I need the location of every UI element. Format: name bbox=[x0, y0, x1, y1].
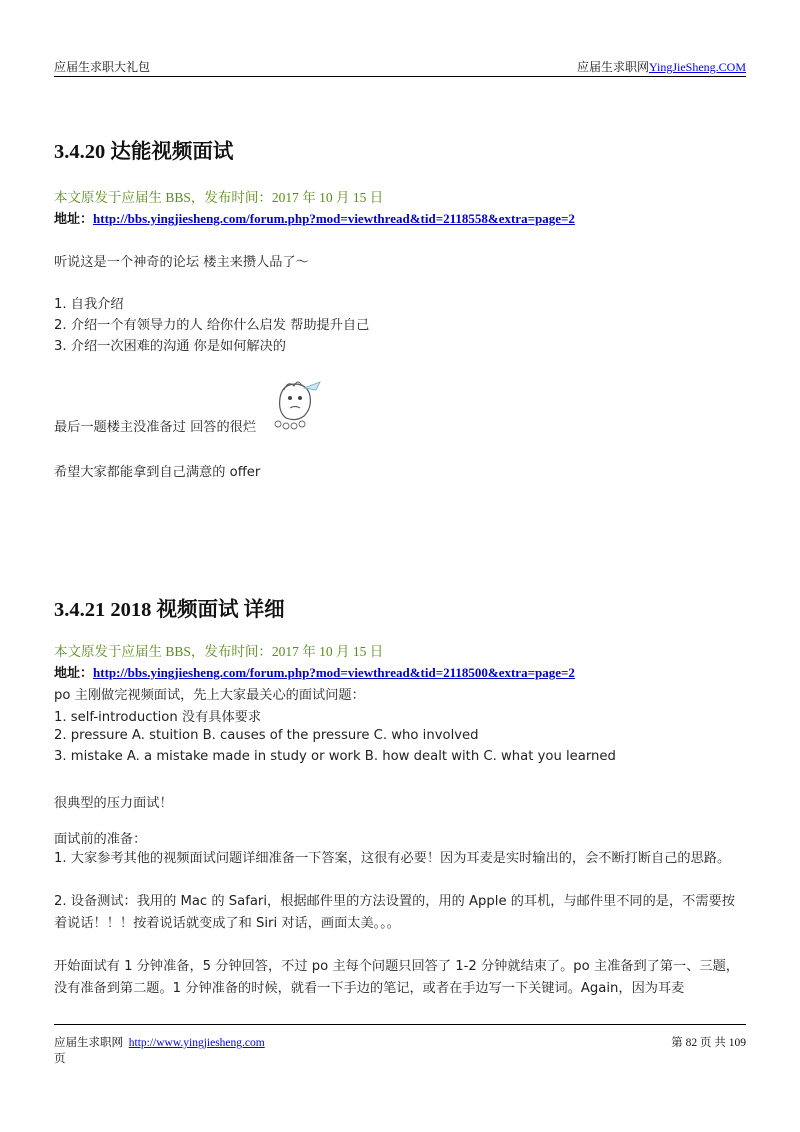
list-item: 3. 介绍一次困难的沟通 你是如何解决的 bbox=[54, 339, 286, 354]
list-item: 2. 介绍一个有领导力的人 给你什么启发 帮助提升自己 bbox=[54, 318, 370, 333]
typical-text: 很典型的压力面试！ bbox=[54, 796, 173, 811]
header-title: 应届生求职大礼包 bbox=[54, 60, 151, 74]
prep-item-2: 2. 设备测试：我用的 Mac 的 Safari，根据邮件里的方法设置的，用的 Apple 的耳机，与邮件里不同的是，不需要按着说话！！！按着说话就变成了和 Siri 对话，画面太美。。。 bbox=[54, 894, 735, 931]
post-address bbox=[54, 208, 575, 227]
body-line: po 主刚做完视频面试，先上大家最关心的面试问题： bbox=[54, 688, 365, 703]
section-heading-3-4-20: 3.4.20 达能视频面试 bbox=[54, 141, 234, 163]
address-label: 地址： bbox=[54, 665, 94, 680]
question-item: 2. pressure A. stuition B. causes of the pressure C. who involved bbox=[54, 728, 479, 743]
post-address bbox=[54, 662, 575, 681]
question-item: 1. self-introduction 没有具体要求 bbox=[54, 710, 262, 725]
post-meta: 本文原发于应届生 BBS，发布时间：2017 年 10 月 15 日 bbox=[54, 190, 384, 205]
header-divider bbox=[54, 76, 746, 77]
address-link[interactable]: http://bbs.yingjiesheng.com/forum.php?mod=viewthread&tid=2118500&extra=page=2 bbox=[93, 665, 575, 680]
page-unit: 页 bbox=[54, 1053, 66, 1065]
question-item: 3. mistake A. a mistake made in study or work B. how dealt with C. what you learned bbox=[54, 749, 616, 764]
section-heading-3-4-21: 3.4.21 2018 视频面试 详细 bbox=[54, 599, 285, 621]
footer-divider bbox=[54, 1024, 746, 1025]
header-site bbox=[577, 58, 746, 75]
intro-text: 听说这是一个神奇的论坛 楼主来攒人品了～ bbox=[54, 255, 309, 270]
header-site-link[interactable]: YingJieSheng.COM bbox=[648, 60, 746, 74]
address-link[interactable]: http://bbs.yingjiesheng.com/forum.php?mod=viewthread&tid=2118558&extra=page=2 bbox=[93, 211, 575, 226]
interview-start-paragraph: 开始面试有 1 分钟准备，5 分钟回答，不过 po 主每个问题只回答了 1-2 分钟就结束了。po 主准备到了第一、三题，没有准备到第二题。1 分钟准备的时候，就看一下手边的笔记，或者在手边写一下关键词。Again，因为耳麦 bbox=[54, 959, 739, 996]
footer-site-label: 应届生求职网 bbox=[54, 1037, 123, 1049]
post-meta: 本文原发于应届生 BBS，发布时间：2017 年 10 月 15 日 bbox=[54, 644, 384, 659]
header-site-label: 应届生求职网 bbox=[576, 60, 649, 74]
page-number: 第 82 页 共 109 bbox=[671, 1037, 746, 1049]
prep-item-1: 1. 大家参考其他的视频面试问题详细准备一下答案，这很有必要！因为耳麦是实时输出的，会不断打断自己的思路。 bbox=[54, 851, 731, 866]
list-item: 1. 自我介绍 bbox=[54, 297, 124, 312]
prep-title: 面试前的准备： bbox=[54, 832, 147, 847]
address-label: 地址： bbox=[54, 211, 94, 226]
footer-site-link[interactable]: http://www.yingjiesheng.com bbox=[128, 1037, 265, 1049]
closing-text: 希望大家都能拿到自己满意的 offer bbox=[54, 465, 261, 480]
sweat-face-icon bbox=[270, 376, 322, 436]
last-question-text: 最后一题楼主没准备过 回答的很烂 bbox=[54, 420, 257, 435]
footer-site bbox=[54, 1034, 265, 1050]
